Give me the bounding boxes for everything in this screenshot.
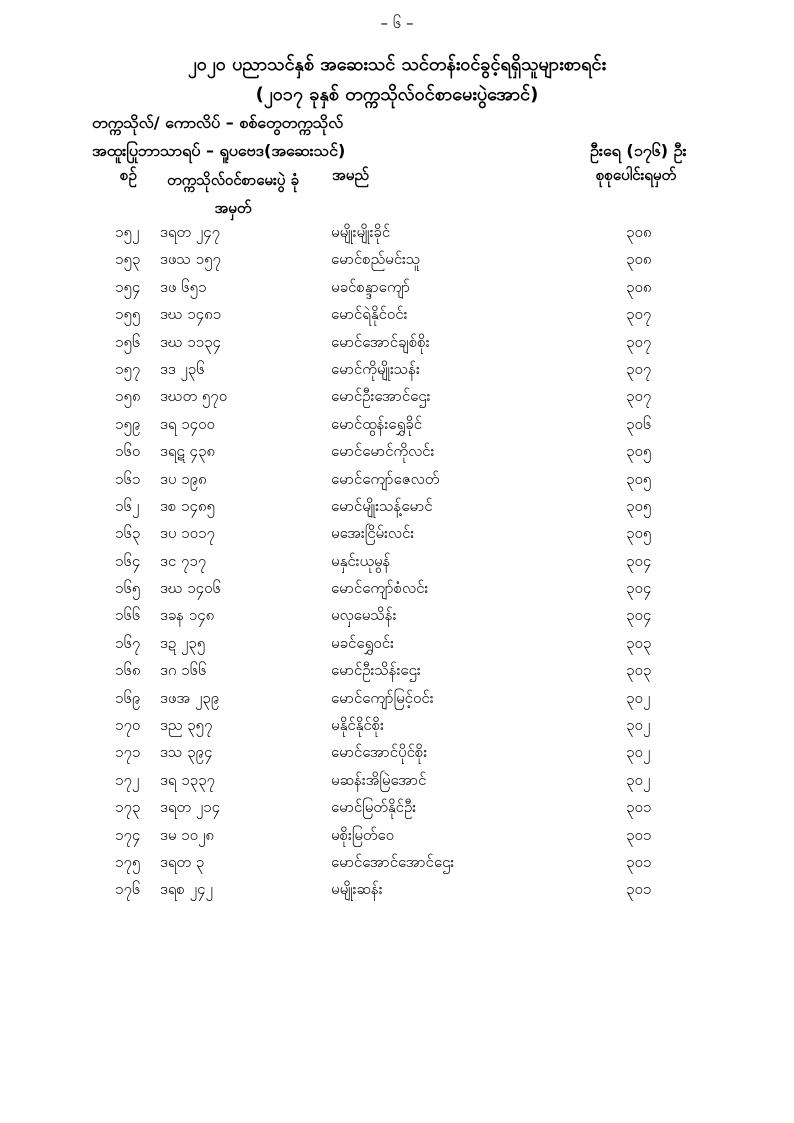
student-name: မောင်မျိုးသန့်မောင်	[331, 496, 433, 515]
row-number: ၁၅၄	[115, 277, 141, 296]
header-name: အမည်	[332, 166, 369, 184]
student-name: မခင်စန္ဒာကျော်	[331, 277, 411, 296]
total-marks: ၃၀၁	[626, 880, 652, 899]
student-name: မဆန်းအိမြဲအောင်	[331, 770, 427, 789]
row-number: ၁၇၂	[115, 770, 140, 789]
roll-number: ဒဃ ၁၄၀၆	[160, 579, 221, 598]
row-number: ၁၅၉	[115, 414, 141, 433]
table-row	[0, 826, 794, 853]
student-name: မောင်အောင်ချစ်စိုး	[331, 332, 430, 351]
total-marks: ၃၀၅	[626, 442, 652, 461]
roll-number: ဒဃ ၁၄၈၁	[160, 305, 222, 324]
student-name: မနှင်းယုမွန်	[331, 551, 391, 570]
student-name: မောင်ထွန်းရွှေခိုင်	[331, 414, 423, 433]
table-row	[0, 634, 794, 661]
student-name: မောင်မြတ်နိုင်ဦး	[331, 798, 417, 817]
student-name: မောင်ကျော်စံလင်း	[331, 579, 429, 598]
row-number: ၁၅၂	[115, 223, 140, 241]
table-row	[0, 661, 794, 688]
student-name: မောင်ကျော်မြင့်ဝင်း	[331, 688, 434, 707]
row-number: ၁၆၉	[115, 688, 141, 707]
total-marks: ၃၀၈	[626, 250, 652, 269]
roll-number: ဒဃ ၁၁၃၄	[160, 332, 221, 351]
student-name: မောင်အောင်ပိုင်စိုး	[331, 743, 428, 762]
roll-number: ဒရဋ ၄၃၈	[160, 442, 215, 461]
total-marks: ၃၀၂	[626, 770, 651, 789]
roll-number: ဒဍ ၂၃၅	[160, 633, 206, 652]
row-number: ၁၅၈	[115, 387, 141, 406]
total-marks: ၃၀၆	[626, 414, 652, 433]
row-number: ၁၅၃	[115, 250, 141, 269]
roll-number: ဒပ ၁၀၁၇	[160, 524, 215, 543]
header-total-marks: စုစုပေါင်းရမှတ်	[596, 166, 677, 184]
row-number: ၁၆၄	[115, 551, 141, 570]
university-label: တက္ကသိုလ်/ ကောလိပ် – စစ်တွေတက္ကသိုလ်	[92, 113, 344, 132]
total-marks: ၃၀၁	[626, 798, 652, 817]
row-number: ၁၇၀	[115, 716, 141, 735]
row-number: ၁၅၆	[115, 332, 141, 351]
student-name: မောင်ကိုမျိုးသန်း	[331, 359, 420, 378]
row-number: ၁၆၃	[115, 524, 141, 543]
total-marks: ၃၀၃	[626, 661, 652, 680]
student-name: မမျိုးမျိုးခိုင်	[331, 223, 391, 241]
count-label: ဦးရေ (၁၇၆) ဦး	[590, 141, 687, 160]
roll-number: ဒပ ၁၉၈	[160, 469, 207, 488]
student-name: မောင်စည်မင်းသူ	[331, 250, 421, 269]
total-marks: ၃၀၁	[626, 825, 652, 844]
roll-number: ဒရတ ၂၄၇	[160, 223, 221, 241]
table-row	[0, 880, 794, 907]
total-marks: ၃၀၅	[626, 496, 652, 515]
total-marks: ၃၀၈	[626, 223, 652, 241]
total-marks: ၃၀၇	[626, 359, 652, 378]
table-row	[0, 305, 794, 332]
roll-number: ဒမ ၁၀၂၈	[160, 825, 214, 844]
table-row	[0, 333, 794, 360]
row-number: ၁၆၀	[115, 442, 141, 461]
total-marks: ၃၀၇	[626, 332, 652, 351]
student-name: မောင်မောင်ကိုလင်း	[331, 442, 435, 461]
roll-number: ဒင ၇၁၇	[160, 551, 207, 570]
student-name: မောင်ဦးအောင်ဌေး	[331, 387, 431, 406]
table-row	[0, 606, 794, 633]
row-number: ၁၆၇	[115, 633, 141, 652]
row-number: ၁၅၇	[115, 359, 141, 378]
header-no: စဉ်	[120, 166, 137, 184]
roll-number: ဒဂ ၁၆၆	[160, 661, 207, 680]
header-roll-number: တက္ကသိုလ်ဝင်စာမေးပွဲ ခုံအမှတ်	[167, 171, 299, 217]
student-name: မလှမေသိန်း	[331, 606, 397, 625]
student-name: မောင်အောင်အောင်ဌေး	[331, 852, 455, 871]
row-number: ၁၇၅	[115, 852, 141, 871]
table-row	[0, 853, 794, 880]
row-number: ၁၇၆	[115, 880, 141, 899]
student-name: မမျိုးဆန်း	[331, 880, 383, 899]
exam-center-label: အထူးပြုဘာသာရပ် – ရူပဗေဒ(အဆေးသင်)	[92, 141, 346, 160]
document-subtitle: (၂၀၁၇ ခုနှစ် တက္ကသိုလ်ဝင်စာမေးပွဲအောင်)	[255, 84, 539, 105]
total-marks: ၃၀၅	[626, 469, 652, 488]
table-row	[0, 689, 794, 716]
total-marks: ၃၀၂	[626, 688, 651, 707]
student-name: မောင်ရဲနိုင်ဝင်း	[331, 305, 408, 324]
row-number: ၁၆၈	[115, 661, 141, 680]
total-marks: ၃၀၄	[626, 606, 652, 625]
student-name: မနိုင်နိုင်စိုး	[331, 716, 384, 735]
table-row	[0, 579, 794, 606]
roll-number: ဒသ ၃၉၄	[160, 743, 213, 762]
table-row	[0, 278, 794, 305]
row-number: ၁၆၁	[115, 469, 141, 488]
row-number: ၁၅၅	[115, 305, 141, 324]
student-name: မောင်ဦးသိန်းဌေး	[331, 661, 421, 680]
student-name: မစိုးမြတ်ဝေ	[331, 825, 395, 844]
student-name: မအေးငြိမ်းလင်း	[331, 524, 415, 543]
table-row	[0, 552, 794, 579]
total-marks: ၃၀၂	[626, 743, 651, 762]
results-table	[0, 223, 794, 908]
roll-number: ဒဖ ၆၅၁	[160, 277, 207, 296]
roll-number: ဒရတ ၃	[160, 852, 205, 871]
table-row	[0, 360, 794, 387]
table-row	[0, 771, 794, 798]
row-number: ၁၇၃	[115, 798, 141, 817]
table-row	[0, 497, 794, 524]
roll-number: ဒရစ ၂၄၂	[160, 880, 213, 899]
roll-number: ဒည ၃၅၇	[160, 716, 213, 735]
row-number: ၁၆၅	[115, 579, 141, 598]
page-number: – ၆ –	[380, 14, 414, 32]
total-marks: ၃၀၁	[626, 852, 652, 871]
table-row	[0, 524, 794, 551]
student-name: မောင်ကျော်ဇေလတ်	[331, 469, 440, 488]
total-marks: ၃၀၇	[626, 305, 652, 324]
roll-number: ဒရ ၁၃၃၇	[160, 770, 215, 789]
table-row	[0, 743, 794, 770]
roll-number: ဒရ ၁၄၀၀	[160, 414, 215, 433]
total-marks: ၃၀၄	[626, 551, 652, 570]
table-row	[0, 798, 794, 825]
document-title: ၂၀၂၀ ပညာသင်နှစ် အဆေးသင် သင်တန်းဝင်ခွင့်ရရှိသူများစာရင်း	[187, 54, 607, 75]
total-marks: ၃၀၃	[626, 633, 652, 652]
total-marks: ၃၀၄	[626, 579, 652, 598]
roll-number: ဒဃတ ၅၇၀	[160, 387, 228, 406]
total-marks: ၃၀၇	[626, 387, 652, 406]
roll-number: ဒဖအ ၂၃၉	[160, 688, 220, 707]
row-number: ၁၇၁	[115, 743, 141, 762]
table-row	[0, 442, 794, 469]
total-marks: ၃၀၅	[626, 524, 652, 543]
row-number: ၁၆၂	[115, 496, 140, 515]
row-number: ၁၆၆	[115, 606, 141, 625]
roll-number: ဒဒ ၂၃၆	[160, 359, 205, 378]
row-number: ၁၇၄	[115, 825, 141, 844]
total-marks: ၃၀၈	[626, 277, 652, 296]
student-name: မခင်ရွှေဝင်း	[331, 633, 394, 652]
roll-number: ဒခန ၁၄၈	[160, 606, 215, 625]
roll-number: ဒရတ ၂၁၄	[160, 798, 221, 817]
table-row	[0, 470, 794, 497]
roll-number: ဒဖသ ၁၅၇	[160, 250, 221, 269]
table-row	[0, 716, 794, 743]
table-row	[0, 223, 794, 250]
table-row	[0, 250, 794, 277]
roll-number: ဒစ ၁၄၈၅	[160, 496, 215, 515]
table-row	[0, 387, 794, 414]
table-row	[0, 415, 794, 442]
total-marks: ၃၀၂	[626, 716, 651, 735]
